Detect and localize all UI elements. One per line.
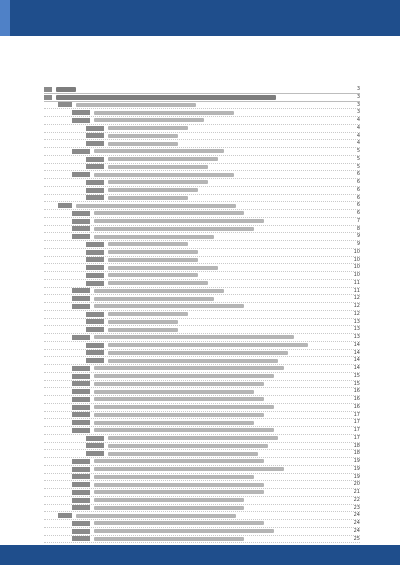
- toc-entry[interactable]: [44, 264, 360, 272]
- toc-entry[interactable]: [44, 86, 360, 94]
- toc-entry[interactable]: [44, 257, 360, 265]
- toc-entry-number: [86, 443, 104, 448]
- toc-entry-page: 16: [353, 396, 360, 402]
- toc-entry-page: 17: [353, 411, 360, 418]
- toc-entry-title: [108, 328, 178, 332]
- toc-entry-page: 8: [356, 225, 360, 232]
- toc-entry-title: [94, 118, 204, 122]
- toc-entry-title: [94, 483, 264, 487]
- toc-entry-number: [58, 102, 72, 107]
- toc-entry-page: 19: [353, 473, 360, 480]
- toc-entry-page: 10: [353, 264, 360, 271]
- toc-entry-page: 5: [356, 155, 360, 162]
- toc-entry-number: [72, 149, 90, 154]
- toc-entry[interactable]: [44, 412, 360, 420]
- toc-entry[interactable]: [44, 466, 360, 474]
- toc-entry-number: [86, 250, 104, 255]
- toc-entry-number: [86, 141, 104, 146]
- toc-entry-number: [86, 327, 104, 332]
- toc-entry-number: [72, 412, 90, 417]
- toc-entry-page: 18: [353, 442, 360, 449]
- toc-entry[interactable]: [44, 272, 360, 280]
- toc-entry-title: [108, 250, 198, 254]
- toc-entry-number: [86, 257, 104, 262]
- toc-entry-number: [86, 436, 104, 441]
- toc-entry-page: 5: [356, 163, 360, 170]
- toc-entry-title: [108, 126, 188, 130]
- toc-entry-number: [86, 281, 104, 286]
- toc-entry-title: [108, 273, 198, 277]
- toc-entry[interactable]: [44, 156, 360, 164]
- report-title: [60, 9, 388, 27]
- toc-entry-number: [86, 180, 104, 185]
- toc-entry-title: [76, 204, 236, 208]
- toc-entry-number: [72, 389, 90, 394]
- toc-entry[interactable]: [44, 520, 360, 528]
- toc-entry[interactable]: [44, 435, 360, 443]
- toc-entry[interactable]: [44, 125, 360, 133]
- toc-entry-title: [94, 366, 284, 370]
- toc-entry-title: [94, 521, 264, 525]
- toc-entry-page: 3: [356, 86, 360, 92]
- toc-entry[interactable]: [44, 512, 360, 520]
- toc-entry[interactable]: [44, 481, 360, 489]
- toc-entry-number: [86, 164, 104, 169]
- toc-entry[interactable]: [44, 342, 360, 350]
- toc-entry-title: [56, 87, 76, 92]
- toc-entry-number: [86, 133, 104, 138]
- toc-entry[interactable]: [44, 210, 360, 218]
- toc-entry-title: [108, 320, 178, 324]
- toc-entry-page: 25: [353, 535, 360, 542]
- toc-entry-page: 6: [356, 210, 360, 216]
- toc-entry-page: 6: [356, 194, 360, 201]
- toc-entry-page: 12: [353, 303, 360, 309]
- toc-entry-number: [72, 397, 90, 402]
- toc-entry-title: [94, 374, 274, 378]
- toc-entry-number: [72, 234, 90, 239]
- toc-entry-page: 23: [353, 504, 360, 511]
- toc-entry-number: [72, 482, 90, 487]
- toc-entry-title: [94, 498, 244, 502]
- toc-entry-title: [108, 444, 268, 448]
- toc-entry-page: 7: [356, 217, 360, 224]
- toc-entry-title: [94, 382, 264, 386]
- toc-entry-number: [58, 203, 72, 208]
- page-header: [0, 0, 400, 36]
- toc-entry-number: [86, 358, 104, 363]
- toc-entry[interactable]: [44, 179, 360, 187]
- toc-entry-title: [94, 405, 274, 409]
- toc-entry[interactable]: [44, 218, 360, 226]
- toc-entry-page: 19: [353, 458, 360, 464]
- footer-services: [134, 550, 354, 560]
- toc-entry-title: [94, 304, 244, 308]
- toc-entry-page: 4: [356, 124, 360, 131]
- toc-entry-page: 14: [353, 365, 360, 371]
- toc-entry-number: [86, 343, 104, 348]
- toc-entry-number: [72, 110, 90, 115]
- toc-entry-title: [108, 134, 178, 138]
- toc-entry-number: [72, 211, 90, 216]
- toc-entry-number: [72, 335, 90, 340]
- toc-entry-title: [108, 436, 278, 440]
- toc-entry-title: [94, 335, 294, 339]
- toc-entry[interactable]: [44, 171, 360, 179]
- toc-entry-page: 5: [356, 148, 360, 154]
- toc-entry-title: [94, 211, 244, 215]
- toc-entry[interactable]: [44, 295, 360, 303]
- toc-entry[interactable]: [44, 419, 360, 427]
- toc-entry-page: 20: [353, 481, 360, 488]
- toc-entry[interactable]: [44, 148, 360, 156]
- toc-entry[interactable]: [44, 365, 360, 373]
- toc-entry-page: 3: [356, 93, 360, 100]
- toc-entry[interactable]: [44, 404, 360, 412]
- toc-entry[interactable]: [44, 133, 360, 141]
- footer-slogan: [48, 550, 128, 560]
- toc-entry-number: [72, 521, 90, 526]
- toc-entry-page: 17: [353, 427, 360, 433]
- toc-entry[interactable]: [44, 226, 360, 234]
- toc-entry-page: 13: [353, 326, 360, 333]
- toc-entry[interactable]: [44, 474, 360, 482]
- toc-entry[interactable]: [44, 497, 360, 505]
- toc-entry-title: [108, 281, 208, 285]
- toc-entry-page: 6: [356, 186, 360, 193]
- toc-entry-number: [72, 226, 90, 231]
- toc-entry[interactable]: [44, 164, 360, 172]
- toc-entry[interactable]: [44, 241, 360, 249]
- toc-entry[interactable]: [44, 427, 360, 435]
- toc-entry-page: 17: [353, 419, 360, 426]
- toc-entry-page: 22: [353, 496, 360, 503]
- toc-entry-number: [86, 242, 104, 247]
- toc-entry-page: 11: [353, 287, 360, 294]
- toc-entry[interactable]: [44, 311, 360, 319]
- toc-entry-number: [86, 265, 104, 270]
- toc-entry-title: [94, 421, 254, 425]
- toc-entry-title: [94, 475, 254, 479]
- toc-entry-page: 14: [353, 357, 360, 364]
- toc-entry-page: 24: [353, 527, 360, 534]
- toc-entry-page: 14: [353, 341, 360, 348]
- toc-entry-title: [94, 428, 274, 432]
- toc-entry-title: [94, 459, 264, 463]
- toc-entry-number: [72, 498, 90, 503]
- toc-entry-title: [108, 188, 198, 192]
- toc-entry[interactable]: [44, 249, 360, 257]
- toc-entry-number: [86, 273, 104, 278]
- page-number: [0, 531, 400, 539]
- toc-entry-page: 12: [353, 310, 360, 317]
- toc-entry-page: 4: [356, 117, 360, 123]
- toc-entry-page: 9: [356, 241, 360, 247]
- toc-entry-number: [86, 188, 104, 193]
- toc-entry-title: [94, 297, 214, 301]
- toc-entry-page: 24: [353, 520, 360, 526]
- toc-entry-number: [72, 505, 90, 510]
- toc-entry[interactable]: [44, 280, 360, 288]
- toc-entry-page: 14: [353, 349, 360, 356]
- toc-entry-title: [94, 506, 244, 510]
- toc-entry-number: [86, 195, 104, 200]
- toc-entry[interactable]: [44, 373, 360, 381]
- toc-entry[interactable]: [44, 319, 360, 327]
- toc-entry-title: [76, 103, 196, 107]
- toc-entry-number: [86, 312, 104, 317]
- toc-entry-title: [108, 180, 208, 184]
- toc-entry-title: [108, 266, 218, 270]
- toc-entry[interactable]: [44, 334, 360, 342]
- toc-entry-title: [94, 149, 224, 153]
- toc-entry-title: [94, 173, 234, 177]
- toc-entry-page: 10: [353, 272, 360, 278]
- toc-entry-title: [94, 397, 264, 401]
- toc-entry-number: [72, 474, 90, 479]
- toc-entry-title: [108, 312, 188, 316]
- toc-entry[interactable]: [44, 187, 360, 195]
- toc-entry[interactable]: [44, 288, 360, 296]
- toc-entry[interactable]: [44, 505, 360, 513]
- toc-entry[interactable]: [44, 117, 360, 125]
- toc-entry-title: [94, 227, 254, 231]
- page-footer: [0, 545, 400, 565]
- toc-entry-page: 15: [353, 380, 360, 387]
- toc-entry-number: [72, 490, 90, 495]
- toc-entry-number: [72, 459, 90, 464]
- toc-entry-page: 12: [353, 295, 360, 302]
- toc-entry-page: 4: [356, 140, 360, 147]
- toc-entry[interactable]: [44, 202, 360, 210]
- toc-entry[interactable]: [44, 443, 360, 451]
- toc-entry-title: [56, 95, 276, 100]
- toc-entry-title: [94, 289, 224, 293]
- toc-entry-title: [108, 157, 218, 161]
- toc-entry-title: [94, 111, 234, 115]
- toc-entry-page: 13: [353, 318, 360, 325]
- toc-entry-page: 19: [353, 465, 360, 472]
- toc-entry-page: 16: [353, 388, 360, 395]
- toc-entry-page: 6: [356, 202, 360, 209]
- toc-entry-page: 3: [356, 109, 360, 116]
- toc-entry-page: 10: [353, 256, 360, 263]
- toc-entry[interactable]: [44, 357, 360, 365]
- toc-entry-page: 10: [353, 248, 360, 255]
- header-accent-stripe: [0, 0, 10, 36]
- toc-entry-title: [108, 242, 188, 246]
- toc-entry[interactable]: [44, 450, 360, 458]
- toc-entry-title: [94, 413, 264, 417]
- toc-entry[interactable]: [44, 396, 360, 404]
- toc-entry-page: 21: [353, 489, 360, 495]
- toc-entry-title: [108, 351, 288, 355]
- toc-entry-page: 18: [353, 450, 360, 457]
- toc-entry[interactable]: [44, 109, 360, 117]
- toc-entry[interactable]: [44, 303, 360, 311]
- toc-entry-title: [94, 490, 264, 494]
- toc-entry-number: [86, 350, 104, 355]
- toc-entry[interactable]: [44, 458, 360, 466]
- toc-entry-number: [86, 126, 104, 131]
- toc-entry-number: [86, 157, 104, 162]
- toc-entry-title: [108, 452, 258, 456]
- toc-entry-title: [108, 359, 278, 363]
- toc-entry-page: 24: [353, 512, 360, 519]
- toc-entry-number: [72, 296, 90, 301]
- toc-entry-number: [72, 118, 90, 123]
- toc-entry-title: [94, 467, 284, 471]
- toc-entry-page: 15: [353, 372, 360, 379]
- toc-entry[interactable]: [44, 350, 360, 358]
- toc-entry-number: [72, 428, 90, 433]
- toc-entry[interactable]: [44, 381, 360, 389]
- toc-entry-number: [72, 288, 90, 293]
- toc-entry-title: [94, 235, 214, 239]
- toc-entry-number: [72, 366, 90, 371]
- toc-entry-number: [44, 95, 52, 100]
- toc-entry-number: [72, 374, 90, 379]
- toc-entry-page: 9: [356, 233, 360, 240]
- toc-entry-number: [72, 219, 90, 224]
- toc-entry-number: [44, 87, 52, 92]
- toc-entry[interactable]: [44, 94, 360, 102]
- toc-entry-number: [86, 451, 104, 456]
- toc-entry-page: 6: [356, 171, 360, 178]
- toc-entry-title: [108, 343, 308, 347]
- toc-entry-title: [108, 165, 208, 169]
- toc-entry-title: [108, 142, 178, 146]
- toc-entry-page: 3: [356, 101, 360, 108]
- toc-entry-number: [72, 420, 90, 425]
- toc-entry[interactable]: [44, 489, 360, 497]
- toc-entry[interactable]: [44, 233, 360, 241]
- toc-entry-title: [108, 196, 188, 200]
- table-of-contents: [44, 86, 360, 542]
- toc-entry-page: 6: [356, 179, 360, 185]
- toc-entry-title: [94, 390, 254, 394]
- toc-heading: [0, 52, 400, 70]
- toc-entry-title: [94, 219, 264, 223]
- toc-entry[interactable]: [44, 388, 360, 396]
- toc-entry-number: [86, 319, 104, 324]
- toc-entry[interactable]: [44, 102, 360, 110]
- toc-entry-page: 11: [353, 279, 360, 286]
- toc-entry-page: 13: [353, 334, 360, 340]
- toc-entry-number: [72, 304, 90, 309]
- toc-entry-number: [58, 513, 72, 518]
- toc-entry-number: [72, 381, 90, 386]
- toc-entry-number: [72, 467, 90, 472]
- toc-entry[interactable]: [44, 140, 360, 148]
- toc-entry-number: [72, 172, 90, 177]
- toc-entry[interactable]: [44, 195, 360, 203]
- toc-entry-title: [76, 514, 236, 518]
- toc-entry-page: 17: [353, 434, 360, 441]
- toc-entry-title: [108, 258, 198, 262]
- toc-entry-page: 16: [353, 403, 360, 410]
- toc-entry-page: 4: [356, 132, 360, 139]
- toc-entry[interactable]: [44, 326, 360, 334]
- toc-entry-number: [72, 405, 90, 410]
